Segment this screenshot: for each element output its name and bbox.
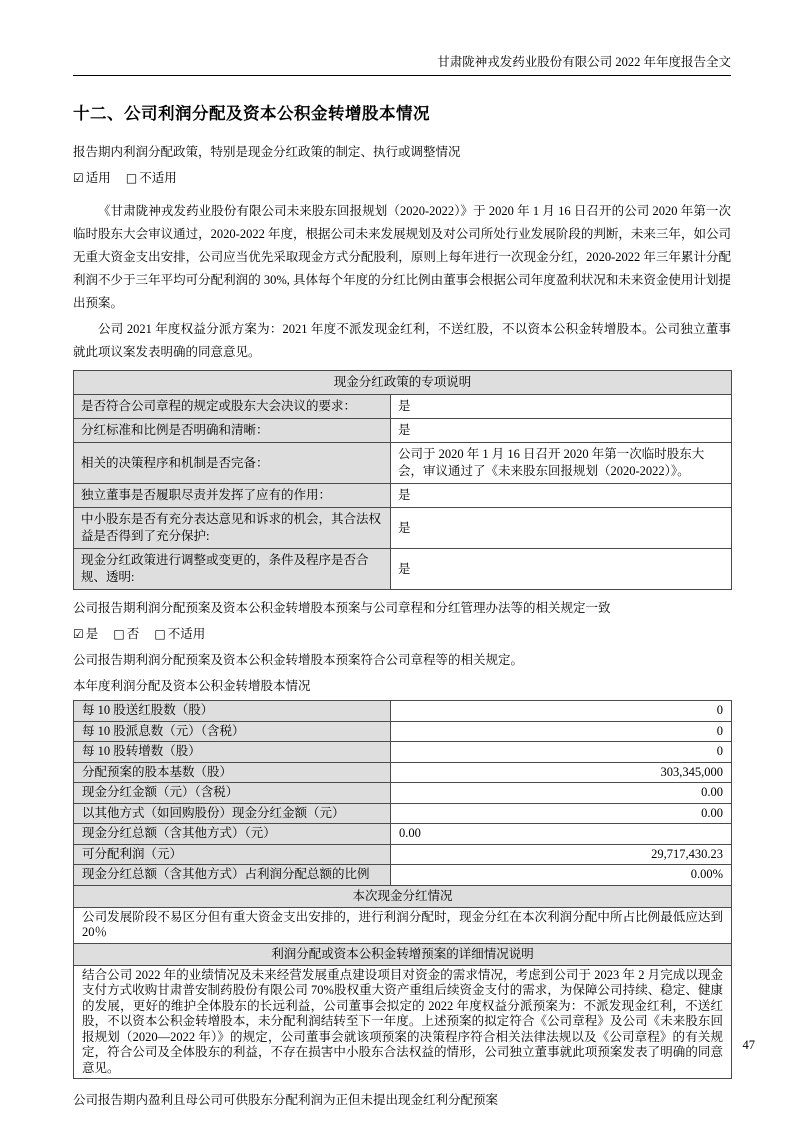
table-row xyxy=(74,443,732,484)
table-row xyxy=(74,803,732,824)
row-value: 是 xyxy=(391,484,732,508)
row-label: 相关的决策程序和机制是否完备： xyxy=(74,443,391,484)
row-value: 29,717,430.23 xyxy=(391,844,732,865)
checkbox-label: 不适用 xyxy=(167,627,206,641)
row-label: 现金分红总额（含其他方式）（元） xyxy=(74,824,391,845)
row-value: 是 xyxy=(391,419,732,443)
table-row xyxy=(74,824,732,845)
table-row xyxy=(74,844,732,865)
row-value: 0.00 xyxy=(391,803,732,824)
checkbox-not-applicable xyxy=(154,627,205,641)
row-label: 以其他方式（如回购股份）现金分红金额（元） xyxy=(74,803,391,824)
page-content xyxy=(73,0,731,1109)
table-row xyxy=(74,549,732,590)
row-value: 公司于 2020 年 1 月 16 日召开 2020 年第一次临时股东大会，审议通过了《未来股东回报规划（2020-2022）》。 xyxy=(391,443,732,484)
row-label: 独立董事是否履职尽责并发挥了应有的作用： xyxy=(74,484,391,508)
policy-table-title: 现金分红政策的专项说明 xyxy=(74,371,732,395)
row-label: 现金分红政策进行调整或变更的，条件及程序是否合规、透明: xyxy=(74,549,391,590)
table-row xyxy=(74,508,732,549)
checkbox-checked-icon: ☑ xyxy=(73,171,84,185)
checkbox-unchecked-icon: □ xyxy=(113,627,125,641)
document-header xyxy=(73,0,731,76)
applicability-checkline xyxy=(73,170,731,187)
row-value: 是 xyxy=(391,549,732,590)
row-value: 0 xyxy=(391,701,732,722)
row-label: 分红标准和比例是否明确和清晰： xyxy=(74,419,391,443)
table-header-row xyxy=(74,885,732,907)
checkbox-checked-icon: ☑ xyxy=(73,627,84,641)
footer-note: 公司报告期内盈利且母公司可供股东分配利润为正但未提出现金红利分配预案 xyxy=(73,1093,499,1107)
checkbox-unchecked-icon: □ xyxy=(125,171,138,185)
row-label: 分配预案的股本基数（股） xyxy=(74,762,391,783)
table-row xyxy=(74,721,732,742)
row-label: 每 10 股送红股数（股） xyxy=(74,701,391,722)
checkbox-label: 不适用 xyxy=(139,171,177,185)
table-row xyxy=(74,783,732,804)
compliance-checkline xyxy=(73,626,731,643)
checkbox-no xyxy=(113,627,139,641)
row-value: 0.00 xyxy=(391,783,732,804)
detail-plan-body: 结合公司 2022 年的业绩情况及未来经营发展重点建设项目对资金的需求情况，考虑到公司于 2023 年 2 月完成以现金支付方式收购甘肃普安制药股份有限公司 70%股权重大资产重组后续资金支付的需求，为保障公司持续、稳定、健康的发展，更好的维护全体股东的长远利益，公司董事会拟定的 2022 年度权益分派预案为：不派发现金红利，不送红股，不以资本公积金转增股本，未分配利润结转至下一年度。上述预案的拟定符合《公司章程》及公司《未来股东回报规划（2020—2022 年）》的规定，公司董事会就该项预案的决策程序符合相关法律法规以及《公司章程》的有关规定，符合公司及全体股东的利益，不存在损害中小股东合法权益的情形，公司独立董事就此项预案发表了明确的同意意见。 xyxy=(74,965,732,1079)
table-header-row xyxy=(74,371,732,395)
table-row xyxy=(74,865,732,886)
table-row xyxy=(74,742,732,763)
cash-dividend-policy-table xyxy=(73,370,732,590)
distribution-table-caption: 本年度利润分配及资本公积金转增股本情况 xyxy=(73,679,311,693)
checkbox-label: 是 xyxy=(85,627,99,641)
table-row xyxy=(74,907,732,943)
row-label: 现金分红金额（元）（含税） xyxy=(74,783,391,804)
row-label: 每 10 股转增数（股） xyxy=(74,742,391,763)
section-title: 十二、公司利润分配及资本公积金转增股本情况 xyxy=(73,105,430,123)
row-label: 中小股东是否有充分表达意见和诉求的机会，其合法权益是否得到了充分保护: xyxy=(74,508,391,549)
table-row xyxy=(74,484,732,508)
detail-plan-header: 利润分配或资本公积金转增预案的详细情况说明 xyxy=(74,943,732,965)
row-value: 0 xyxy=(391,721,732,742)
cash-dividend-body: 公司发展阶段不易区分但有重大资金支出安排的，进行利润分配时，现金分红在本次利润分配中所占比例最低应达到20％ xyxy=(74,907,732,943)
row-value: 0 xyxy=(391,742,732,763)
table-row xyxy=(74,419,732,443)
row-value: 303,345,000 xyxy=(391,762,732,783)
mid-statement-1: 公司报告期利润分配预案及资本公积金转增股本预案与公司章程和分红管理办法等的相关规定一致 xyxy=(73,601,611,615)
table-row xyxy=(74,701,732,722)
table-row xyxy=(74,965,732,1079)
checkbox-unchecked-icon: □ xyxy=(154,627,166,641)
checkbox-not-applicable xyxy=(126,171,177,185)
profit-distribution-table xyxy=(73,700,732,1079)
row-label: 可分配利润（元） xyxy=(74,844,391,865)
checkbox-yes xyxy=(73,627,98,641)
row-value: 是 xyxy=(391,395,732,419)
checkbox-label: 适用 xyxy=(85,171,111,185)
table-row xyxy=(74,762,732,783)
row-value: 是 xyxy=(391,508,732,549)
table-header-row xyxy=(74,943,732,965)
row-value: 0.00% xyxy=(391,865,732,886)
checkbox-label: 否 xyxy=(126,627,140,641)
cash-dividend-header: 本次现金分红情况 xyxy=(74,885,732,907)
page-number: 47 xyxy=(742,1038,755,1052)
paragraph-2021-distribution: 公司 2021 年度权益分派方案为：2021 年度不派发现金红利，不送红股，不以资本公积金转增股本。公司独立董事就此项议案发表明确的同意意见。 xyxy=(73,322,731,359)
document-header-title: 甘肃陇神戎发药业股份有限公司 2022 年年度报告全文 xyxy=(437,55,731,69)
table-row xyxy=(74,395,732,419)
row-label: 每 10 股派息数（元）（含税） xyxy=(74,721,391,742)
row-label: 现金分红总额（含其他方式）占利润分配总额的比例 xyxy=(74,865,391,886)
policy-intro-line: 报告期内利润分配政策，特别是现金分红政策的制定、执行或调整情况 xyxy=(73,145,461,159)
row-label: 是否符合公司章程的规定或股东大会决议的要求： xyxy=(74,395,391,419)
paragraph-shareholder-return-plan: 《甘肃陇神戎发药业股份有限公司未来股东回报规划（2020-2022）》于 2020 年 1 月 16 日召开的公司 2020 年第一次临时股东大会审议通过，2020-2022 年度，根据公司未来发展规划及对公司所处行业发展阶段的判断，未来三年，如公司无重大资金支出安排，公司应当优先采取现金方式分配股利，原则上每年进行一次现金分红，2020-2022 年三年累计分配利润不少于三年平均可分配利润的 30%, 具体每个年度的分红比例由董事会根据公司年度盈利状况和未来资金使用计划提出预案。 xyxy=(73,204,731,310)
row-value: 0.00 xyxy=(391,824,732,845)
checkbox-applicable xyxy=(73,171,111,185)
mid-statement-2: 公司报告期利润分配预案及资本公积金转增股本预案符合公司章程等的相关规定。 xyxy=(73,653,524,667)
